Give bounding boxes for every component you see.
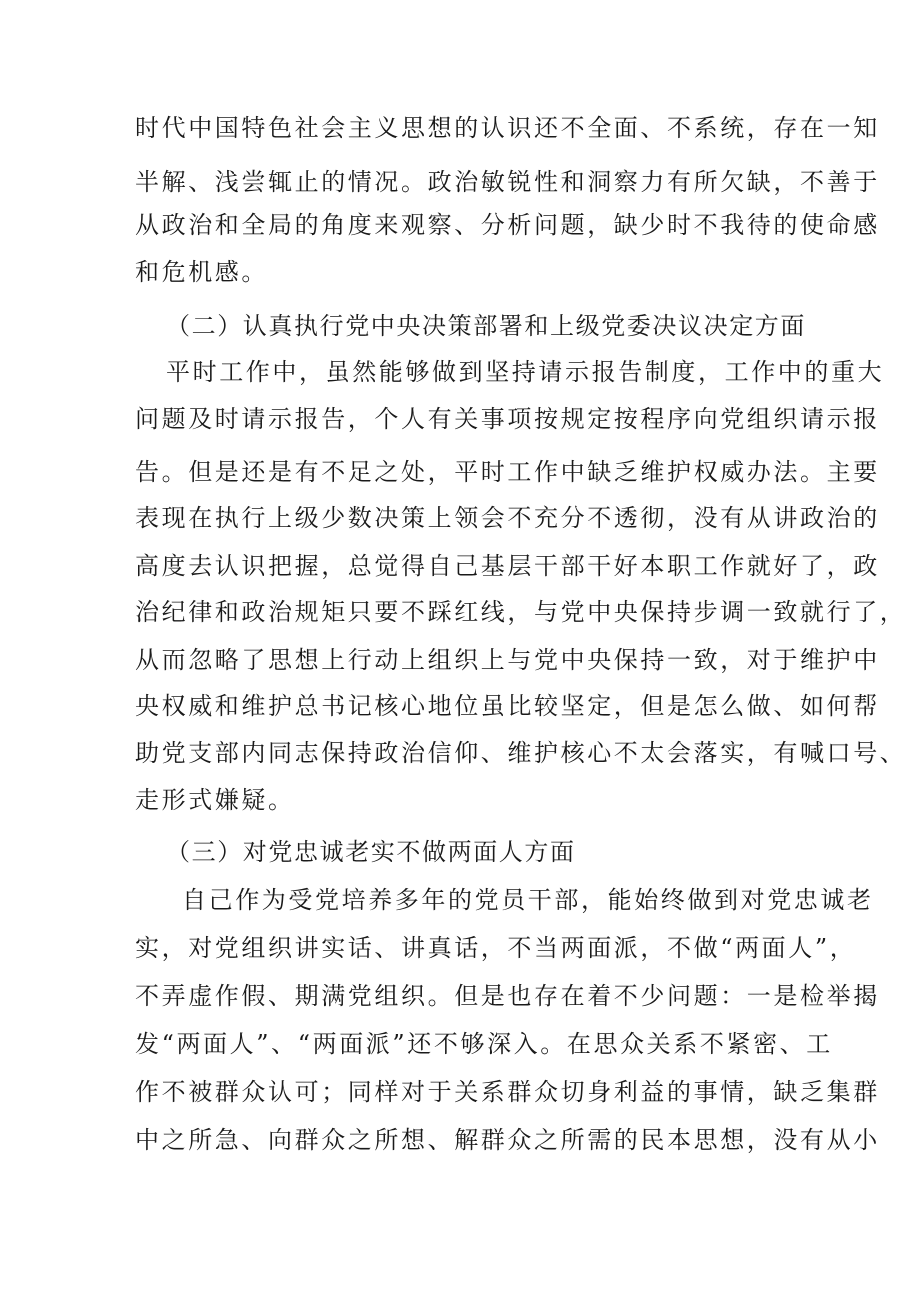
text-line: 不弄虚作假、期满党组织。但是也存在着不少问题：一是检举揭 bbox=[135, 982, 880, 1010]
text-line: 表现在执行上级少数决策上领会不充分不透彻，没有从讲政治的 bbox=[135, 504, 880, 532]
text-line: 和危机感。 bbox=[135, 258, 268, 286]
text-line: 平时工作中，虽然能够做到坚持请示报告制度，工作中的重大 bbox=[166, 358, 885, 386]
text-line: 作不被群众认可；同样对于关系群众切身利益的事情，缺乏集群 bbox=[135, 1078, 880, 1106]
text-line: 问题及时请示报告，个人有关事项按规定按程序向党组织请示报 bbox=[135, 405, 880, 433]
text-line: 央权威和维护总书记核心地位虽比较坚定，但是怎么做、如何帮 bbox=[135, 692, 880, 720]
text-line: 走形式嫌疑。 bbox=[135, 786, 295, 814]
text-line: 自己作为受党培养多年的党员干部，能始终做到对党忠诚老 bbox=[182, 886, 874, 914]
section-heading: （三）对党忠诚老实不做两面人方面 bbox=[166, 838, 576, 866]
text-line: 助党支部内同志保持政治信仰、维护核心不太会落实，有喊口号、 bbox=[135, 739, 907, 767]
text-line: 半解、浅尝辄止的情况。政治敏锐性和洞察力有所欠缺，不善于 bbox=[135, 168, 880, 196]
text-line: 高度去认识把握，总觉得自己基层干部干好本职工作就好了，政 bbox=[135, 552, 880, 580]
text-line: 从政治和全局的角度来观察、分析问题，缺少时不我待的使命感 bbox=[135, 211, 880, 239]
text-line: 从而忽略了思想上行动上组织上与党中央保持一致，对于维护中 bbox=[135, 646, 880, 674]
section-heading: （二）认真执行党中央决策部署和上级党委决议决定方面 bbox=[166, 312, 806, 340]
text-line: 治纪律和政治规矩只要不踩红线，与党中央保持步调一致就行了， bbox=[135, 598, 907, 626]
text-line: 实，对党组织讲实话、讲真话，不当两面派，不做“两面人”， bbox=[135, 934, 857, 962]
text-line: 发“两面人”、“两面派”还不够深入。在思众关系不紧密、工 bbox=[135, 1030, 833, 1058]
text-line: 告。但是还是有不足之处，平时工作中缺乏维护权威办法。主要 bbox=[135, 458, 880, 486]
text-line: 中之所急、向群众之所想、解群众之所需的民本思想，没有从小 bbox=[135, 1126, 880, 1154]
text-line: 时代中国特色社会主义思想的认识还不全面、不系统，存在一知 bbox=[135, 114, 880, 142]
